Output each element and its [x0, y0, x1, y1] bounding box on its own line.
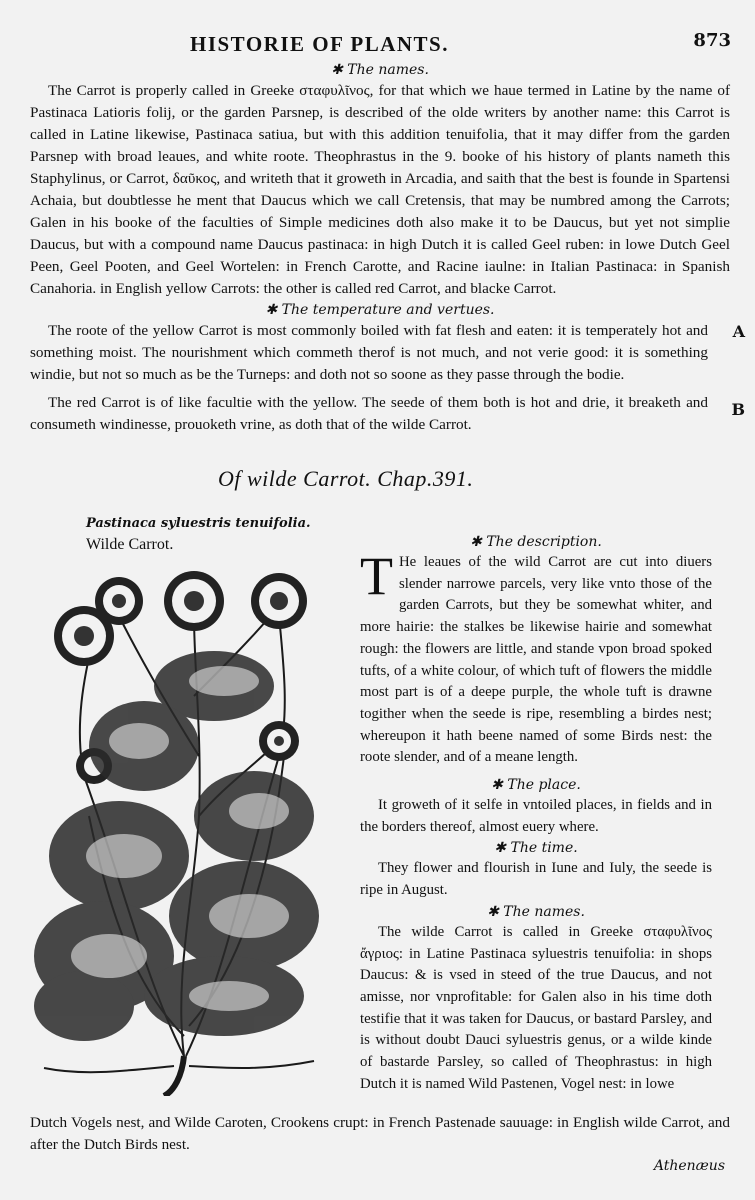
bottom-paragraph	[30, 1112, 730, 1156]
section-heading-temperature: ✱ The temperature and vertues.	[265, 302, 495, 318]
section-heading-names: ✱ The names.	[331, 62, 429, 78]
section-heading-names-2: ✱ The names.	[487, 903, 585, 920]
temperature-paragraph-b: The red Carrot is of like facultie with the yellow. The seede of them both is hot and drie, it breaketh and consumeth windinesse, prouoketh vrine, as doth that of the wilde Carrot.	[30, 394, 708, 433]
margin-letter-a: A	[732, 322, 745, 341]
names-2-paragraph: The wilde Carrot is called in Greeke σταφυλῖνος ἄγριος: in Latine Pastinaca syluestris tenuifolia: in shops Daucus: & is vsed in steed of the true Daucus, and not amisse, nor vnprofitable: for Galen also in his time doth testifie that it was taken for Daucus, or bastard Parsley, and is without doubt Dauci syluestris genus, or a wilde kinde of bastarde Parsley, so called of Theophrastus: in high Dutch it is named Wild Pastenen, Vogel nest: in lowe	[360, 923, 712, 1092]
place-paragraph: It groweth of it selfe in vntoiled places, in fields and in the borders thereof, almost euery where.	[360, 797, 712, 835]
temperature-paragraph-a: The roote of the yellow Carrot is most commonly boiled with fat flesh and eaten: it is temperately hot and something moist. The nourishment which commeth therof is not much, and not verie good: it is something windie, but not so much as be the Turneps: and doth not so soone as they passe through the bodie.	[30, 322, 708, 383]
figure-caption-latin: Pastinaca syluestris tenuifolia.	[86, 516, 311, 531]
wild-carrot-woodcut	[24, 556, 354, 1096]
description-paragraph: He leaues of the wild Carrot are cut into diuers slender narrowe parcels, very like vnto those of the garden Carrots, but they be somewhat whiter, and more hairie: the stalkes be likewise hairie and somewhat rough: the flowers are little, and stande vpon broad spoked tufts, of a white colour, of which tuft of flowers the middle most part is of a deepe purple, the whole tuft is drawne togither when the seede is ripe, resembling a birdes nest; whereupon it hath beene named of some Birds nest: the roote slender, and of a meane length.	[360, 554, 712, 766]
bottom-paragraph-text: Dutch Vogels nest, and Wilde Caroten, Crookens crupt: in French Pastenade sauuage: in English wilde Carrot, and after the Dutch Birds nest.	[30, 1114, 730, 1153]
section-heading-description: ✱ The description.	[470, 534, 602, 550]
margin-letter-b: B	[731, 400, 745, 419]
running-head: HISTORIE OF PLANTS.	[190, 32, 449, 56]
drop-cap: T	[360, 546, 393, 606]
catchword: Athenæus	[653, 1158, 725, 1174]
description-block	[360, 546, 712, 769]
description-column	[360, 532, 712, 1095]
time-paragraph: They flower and flourish in Iune and Iuly, the seede is ripe in August.	[360, 860, 712, 899]
section-heading-time: ✱ The time.	[494, 840, 578, 857]
chapter-title: Of wilde Carrot. Chap.391.	[218, 466, 474, 491]
names-section	[30, 60, 730, 436]
section-heading-place: ✱ The place.	[491, 777, 581, 794]
page-number: 873	[693, 30, 731, 51]
names-paragraph: The Carrot is properly called in Greeke σταφυλῖνος, for that which we haue termed in Latine by the name of Pastinaca Latioris folij, or the garden Parsnep, is described of the olde writers by another name: this Carrot is called in Latine likewise, Pastinaca satiua, but with this addition tenuifolia, that it may differ from the garden Parsnep with broad leaues, and white roote. Theophrastus in the 9. booke of his history of plants nameth this Staphylinus, or Carrot, δαῦκος, and writeth that it groweth in Arcadia, and saith that the best is founde in Spartensi Achaia, but doubtlesse he ment that Daucus which we call Cretensis, that may be numbred among the Carrots; Galen in his booke of the faculties of Simple medicines doth also make it to be Daucus, but yet not simplie Daucus, but with a compound name Daucus pastinaca: in high Dutch it is called Geel ruben: in lowe Dutch Geel Peen, Geel Pooten, and Geel Wortelen: in French Carotte, and Racine iaulne: in Italian Pastinaca: in Spanish Canahoria. in English yellow Carrots: the other is called red Carrot, and blacke Carrot.	[30, 82, 730, 297]
figure-caption-english: Wilde Carrot.	[86, 536, 174, 553]
